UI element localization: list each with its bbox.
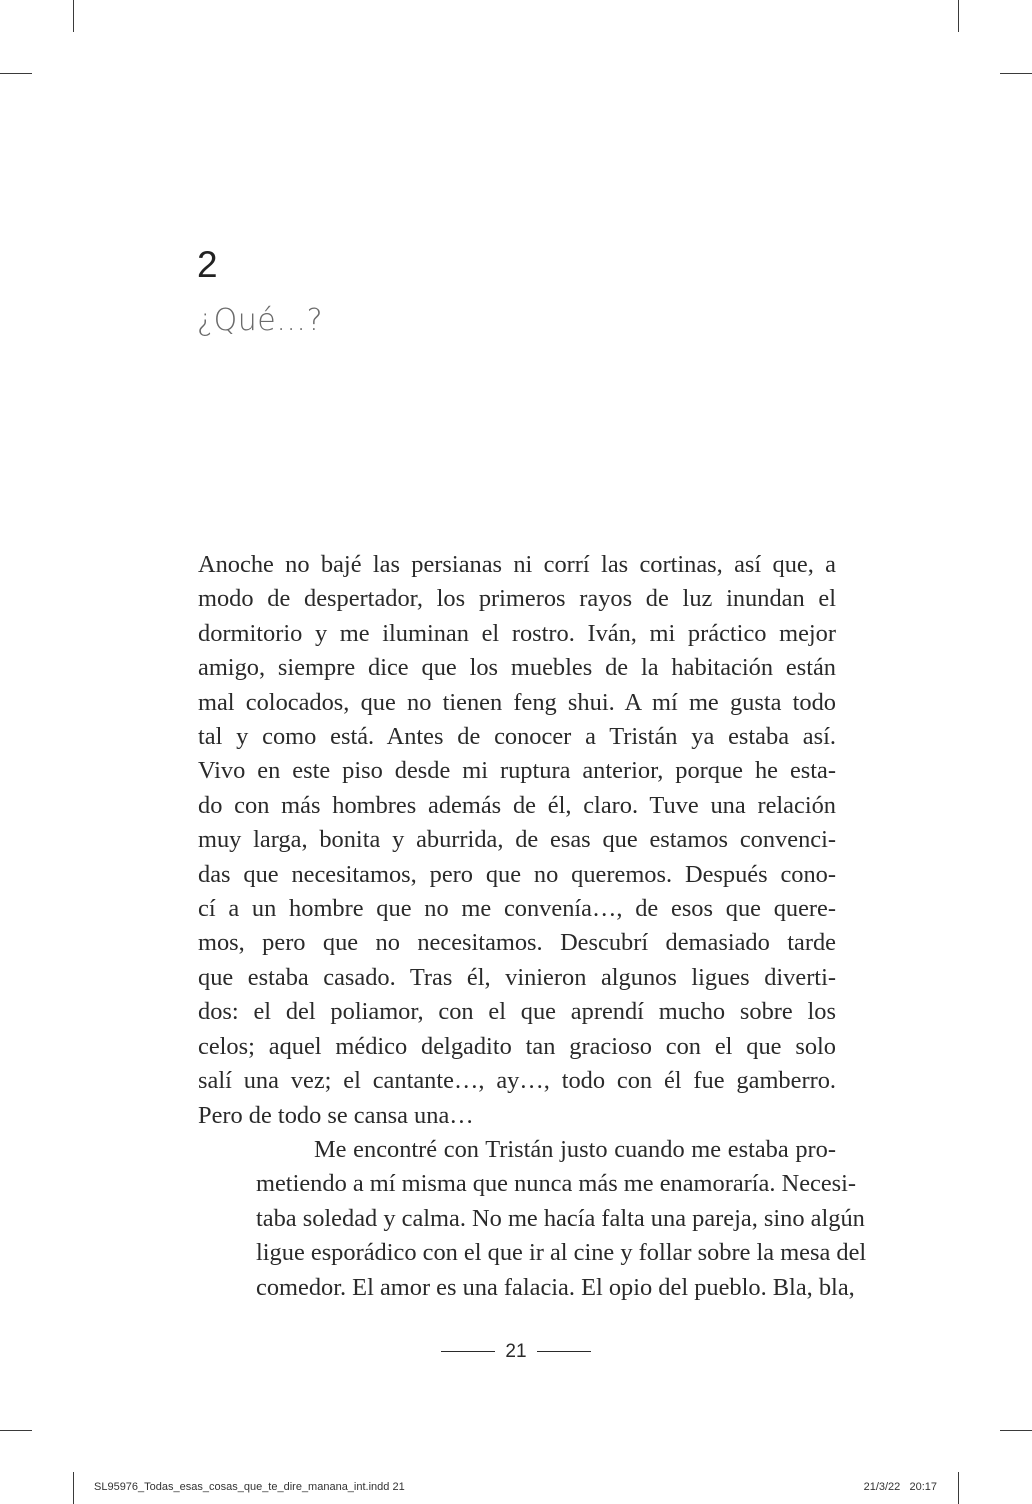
paragraph	[198, 1133, 867, 1305]
body-text	[198, 548, 867, 1305]
text-line: amigo, siempre dice que los muebles de la habitación están	[198, 654, 836, 682]
text-line: mos, pero que no necesitamos. Descubrí demasiado tarde	[198, 929, 836, 957]
text-line: tal y como está. Antes de conocer a Tristán ya estaba así.	[198, 723, 836, 751]
crop-mark-right-top	[1000, 73, 1032, 74]
text-line: metiendo a mí misma que nunca más me enamoraría. Necesi-	[256, 1170, 857, 1198]
page-footer	[0, 1340, 1032, 1364]
paragraph	[198, 548, 836, 1133]
crop-mark-top-left	[73, 0, 74, 32]
text-line: comedor. El amor es una falacia. El opio del pueblo. Bla, bla,	[256, 1273, 855, 1301]
text-line: dos: el del poliamor, con el que aprendí mucho sobre los	[198, 998, 836, 1026]
text-line: do con más hombres además de él, claro. Tuve una relación	[198, 791, 836, 819]
crop-mark-right-bottom	[1000, 1430, 1032, 1431]
text-line: taba soledad y calma. No me hacía falta una pareja, sino algún	[256, 1204, 865, 1232]
text-line: muy larga, bonita y aburrida, de esas que estamos convenci-	[198, 826, 836, 854]
folio-rule-left	[441, 1351, 495, 1352]
page-number: 21	[505, 1341, 527, 1362]
text-line: ligue esporádico con el que ir al cine y follar sobre la mesa del	[256, 1239, 867, 1267]
text-line: mal colocados, que no tienen feng shui. A mí me gusta todo	[198, 688, 836, 716]
crop-mark-bottom-left	[73, 1472, 74, 1504]
text-line: das que necesitamos, pero que no queremos. Después cono-	[198, 860, 836, 888]
text-line: cí a un hombre que no me convenía…, de esos que quere-	[198, 895, 836, 923]
text-line: celos; aquel médico delgadito tan gracioso con el que solo	[198, 1032, 836, 1060]
text-line: Vivo en este piso desde mi ruptura anterior, porque he esta-	[198, 757, 836, 785]
slug-timestamp: 21/3/22 20:17	[863, 1481, 937, 1493]
text-line: Me encontré con Tristán justo cuando me estaba pro-	[314, 1135, 836, 1163]
crop-mark-bottom-right	[958, 1472, 959, 1504]
text-line: dormitorio y me iluminan el rostro. Iván, mi práctico mejor	[198, 619, 836, 647]
crop-mark-left-top	[0, 73, 32, 74]
crop-mark-top-right	[958, 0, 959, 32]
slug-filename: SL95976_Todas_esas_cosas_que_te_dire_manana_int.indd 21	[94, 1481, 405, 1493]
text-line: Anoche no bajé las persianas ni corrí las cortinas, así que, a	[198, 551, 836, 578]
text-line: modo de despertador, los primeros rayos de luz inundan el	[198, 585, 836, 613]
chapter-title: ¿Qué…?	[197, 303, 324, 338]
text-line: que estaba casado. Tras él, vinieron algunos ligues diverti-	[198, 963, 836, 991]
crop-mark-left-bottom	[0, 1430, 32, 1431]
folio-rule-right	[537, 1351, 591, 1352]
chapter-number: 2	[197, 244, 218, 285]
text-line: salí una vez; el cantante…, ay…, todo con él fue gamberro.	[198, 1067, 836, 1095]
text-line: Pero de todo se cansa una…	[198, 1101, 474, 1129]
